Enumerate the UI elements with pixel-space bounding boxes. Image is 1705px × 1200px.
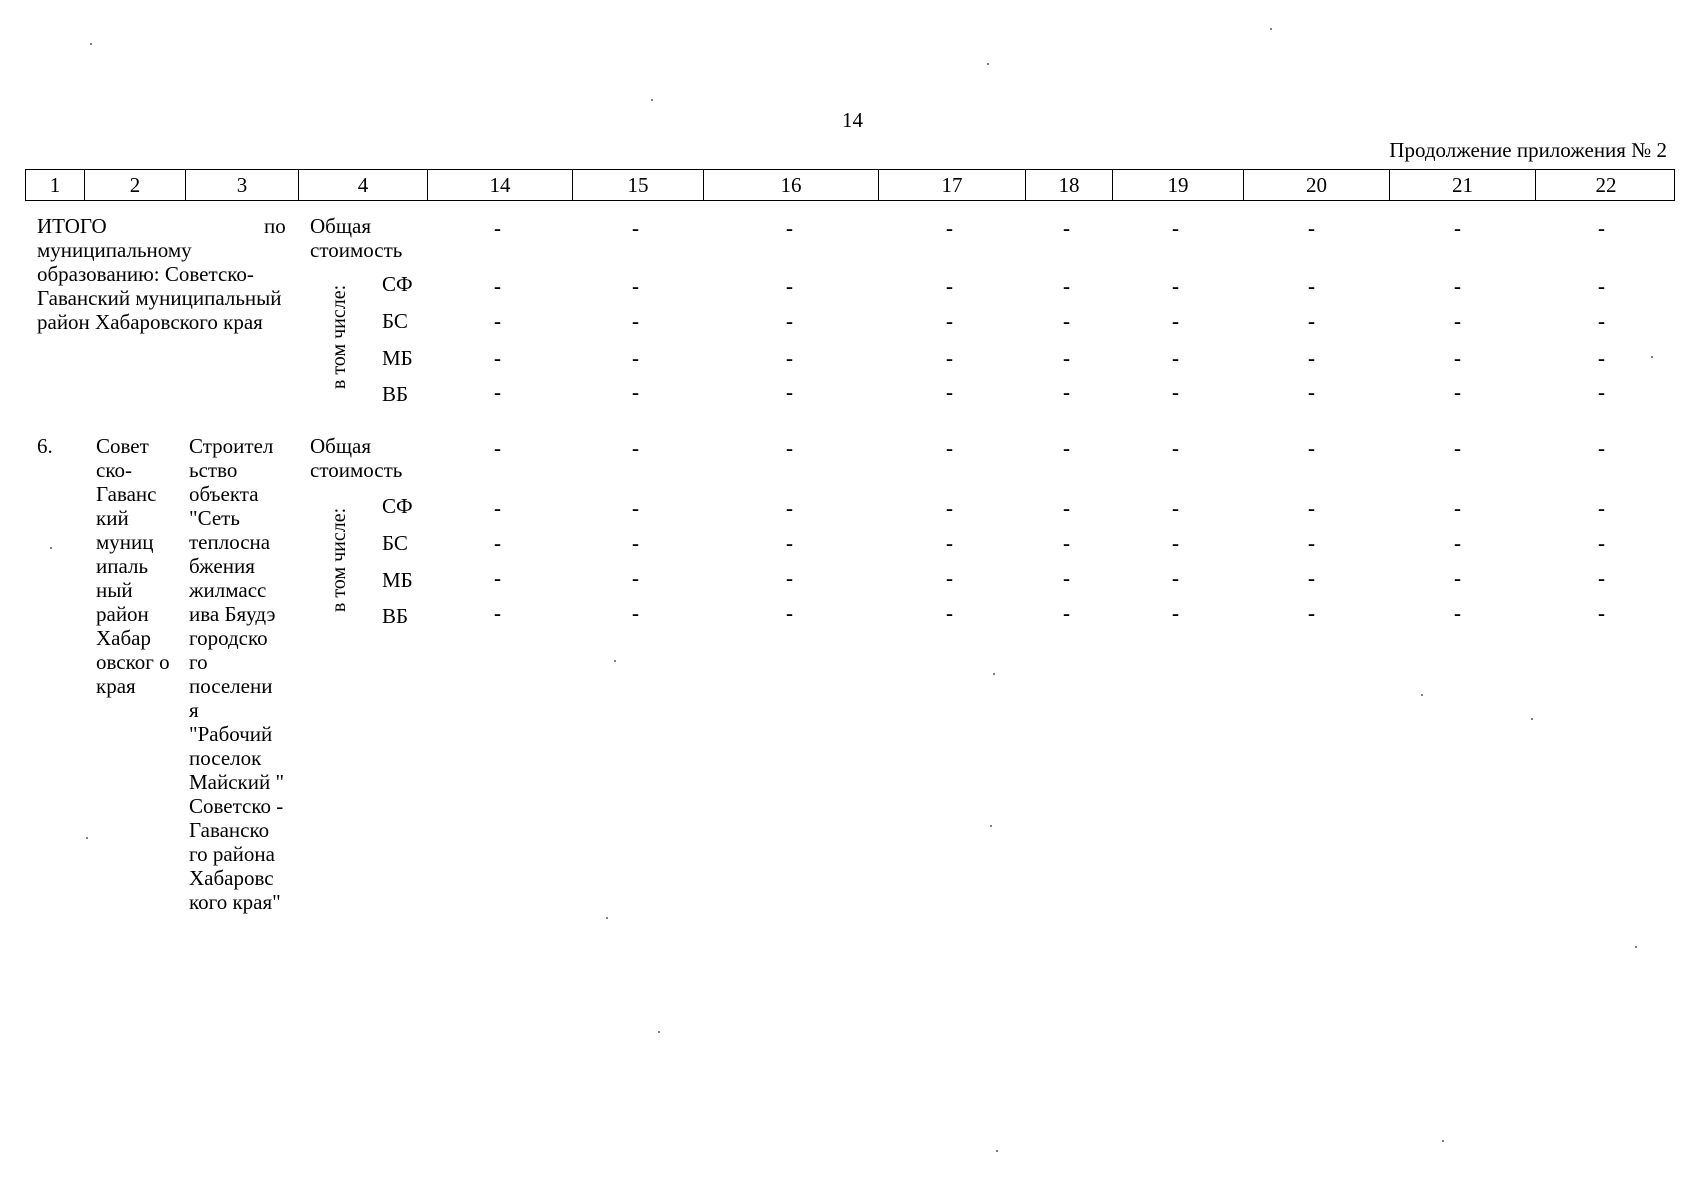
value-cell: - — [632, 274, 639, 298]
scan-speck — [1421, 694, 1423, 696]
value-cell: - — [1172, 309, 1179, 333]
page-number: 14 — [842, 108, 863, 132]
header-col-1: 1 — [49, 173, 61, 197]
value-cell: - — [946, 496, 953, 520]
value-cell: - — [494, 346, 501, 370]
value-cell: - — [946, 436, 953, 460]
header-col-15: 15 — [572, 170, 703, 200]
value-cell: - — [494, 309, 501, 333]
value-cell: - — [1454, 346, 1461, 370]
value-cell: - — [1454, 496, 1461, 520]
value-cell: - — [786, 496, 793, 520]
value-cell: - — [1308, 566, 1315, 590]
header-col-18: 18 — [1025, 170, 1112, 200]
row6-sub-vb: ВБ — [382, 604, 409, 628]
header-col-3: 3 — [185, 170, 298, 200]
header-col-14: 14 — [427, 170, 572, 200]
value-cell: - — [1172, 566, 1179, 590]
scan-speck — [990, 825, 992, 827]
value-cell: - — [494, 380, 501, 404]
value-cell: - — [1598, 309, 1605, 333]
value-cell: - — [946, 346, 953, 370]
scan-speck — [606, 917, 608, 919]
value-cell: - — [1454, 436, 1461, 460]
continuation-caption: Продолжение приложения № 2 — [1389, 138, 1667, 162]
value-cell: - — [1308, 346, 1315, 370]
value-cell: - — [632, 346, 639, 370]
value-cell: - — [632, 309, 639, 333]
value-cell: - — [946, 216, 953, 240]
value-cell: - — [946, 380, 953, 404]
total-name-po: по — [264, 214, 286, 238]
value-cell: - — [946, 601, 953, 625]
scan-speck — [996, 1150, 998, 1152]
table-header-row — [25, 169, 1675, 201]
value-cell: - — [1063, 531, 1070, 555]
header-col-4: 4 — [298, 170, 427, 200]
total-sub-sf: СФ — [382, 272, 413, 296]
value-cell: - — [1308, 274, 1315, 298]
scan-speck — [658, 1031, 660, 1033]
value-cell: - — [1598, 496, 1605, 520]
value-cell: - — [946, 531, 953, 555]
value-cell: - — [786, 566, 793, 590]
scan-speck — [1442, 1140, 1444, 1142]
value-cell: - — [946, 274, 953, 298]
value-cell: - — [1454, 380, 1461, 404]
value-cell: - — [1598, 531, 1605, 555]
value-cell: - — [1063, 436, 1070, 460]
total-cost-label: Общая стоимость — [310, 214, 403, 262]
value-cell: - — [1172, 380, 1179, 404]
value-cell: - — [632, 216, 639, 240]
value-cell: - — [1598, 601, 1605, 625]
value-cell: - — [494, 496, 501, 520]
value-cell: - — [1172, 216, 1179, 240]
value-cell: - — [1172, 601, 1179, 625]
total-sub-vb: ВБ — [382, 382, 409, 406]
total-including-label: в том числе: — [328, 284, 350, 390]
value-cell: - — [1454, 216, 1461, 240]
value-cell: - — [1308, 380, 1315, 404]
row6-sub-bs: БС — [382, 531, 408, 555]
value-cell: - — [632, 380, 639, 404]
row6-sub-mb: МБ — [382, 568, 413, 592]
scan-speck — [1531, 718, 1533, 720]
row6-municipality: Совет ско-Гаванс кий муниц ипаль ный район Хабар овског о края — [96, 434, 170, 698]
value-cell: - — [946, 566, 953, 590]
value-cell: - — [1172, 346, 1179, 370]
row6-sub-sf: СФ — [382, 494, 413, 518]
row6-including-label: в том числе: — [328, 507, 350, 613]
value-cell: - — [1308, 216, 1315, 240]
value-cell: - — [1308, 309, 1315, 333]
scan-speck — [1270, 28, 1272, 30]
value-cell: - — [1063, 566, 1070, 590]
header-col-21: 21 — [1389, 170, 1535, 200]
value-cell: - — [1454, 601, 1461, 625]
value-cell: - — [1063, 309, 1070, 333]
value-cell: - — [786, 436, 793, 460]
value-cell: - — [1172, 531, 1179, 555]
total-sub-mb: МБ — [382, 346, 413, 370]
value-cell: - — [1308, 531, 1315, 555]
value-cell: - — [494, 436, 501, 460]
scan-speck — [651, 99, 653, 101]
value-cell: - — [786, 346, 793, 370]
value-cell: - — [1172, 274, 1179, 298]
value-cell: - — [1598, 274, 1605, 298]
value-cell: - — [1598, 346, 1605, 370]
total-name-rest: муниципальному образованию: Советско-Гаванский муниципальный район Хабаровского края — [37, 238, 282, 334]
value-cell: - — [632, 531, 639, 555]
header-col-16: 16 — [703, 170, 878, 200]
scan-speck — [993, 673, 995, 675]
value-cell: - — [1063, 380, 1070, 404]
total-sub-bs: БС — [382, 309, 408, 333]
scan-speck — [1651, 356, 1653, 358]
value-cell: - — [632, 496, 639, 520]
value-cell: - — [786, 601, 793, 625]
value-cell: - — [1454, 566, 1461, 590]
header-col-20: 20 — [1243, 170, 1389, 200]
value-cell: - — [1308, 601, 1315, 625]
value-cell: - — [1063, 274, 1070, 298]
value-cell: - — [1454, 274, 1461, 298]
value-cell: - — [1598, 436, 1605, 460]
value-cell: - — [1598, 566, 1605, 590]
value-cell: - — [1598, 216, 1605, 240]
value-cell: - — [1063, 601, 1070, 625]
value-cell: - — [1063, 216, 1070, 240]
value-cell: - — [632, 601, 639, 625]
row6-cost-label: Общая стоимость — [310, 434, 403, 482]
row6-number: 6. — [37, 434, 53, 458]
value-cell: - — [786, 216, 793, 240]
value-cell: - — [494, 274, 501, 298]
scan-speck — [1635, 946, 1637, 948]
value-cell: - — [494, 601, 501, 625]
value-cell: - — [632, 566, 639, 590]
value-cell: - — [1308, 436, 1315, 460]
header-col-19: 19 — [1112, 170, 1243, 200]
value-cell: - — [1454, 531, 1461, 555]
value-cell: - — [1598, 380, 1605, 404]
value-cell: - — [494, 566, 501, 590]
value-cell: - — [786, 531, 793, 555]
scan-speck — [90, 43, 92, 45]
scan-speck — [987, 63, 989, 65]
header-col-17: 17 — [878, 170, 1025, 200]
row6-object: Строител ьство объекта "Сеть теплосна бжения жилмасс ива Бяудэ городско го поселени я "Рабочий поселок Майский " Советско - Гаванско го района Хабаровс кого края" — [189, 434, 285, 914]
value-cell: - — [1063, 346, 1070, 370]
header-col-22: 22 — [1535, 170, 1676, 200]
value-cell: - — [786, 309, 793, 333]
header-col-2: 2 — [84, 170, 185, 200]
value-cell: - — [1063, 496, 1070, 520]
total-name-word: ИТОГО — [37, 214, 107, 238]
value-cell: - — [632, 436, 639, 460]
scan-speck — [86, 837, 88, 839]
value-cell: - — [946, 309, 953, 333]
value-cell: - — [494, 216, 501, 240]
value-cell: - — [1172, 496, 1179, 520]
scan-speck — [50, 547, 52, 549]
value-cell: - — [1454, 309, 1461, 333]
scan-speck — [614, 660, 616, 662]
value-cell: - — [786, 274, 793, 298]
value-cell: - — [786, 380, 793, 404]
value-cell: - — [494, 531, 501, 555]
value-cell: - — [1172, 436, 1179, 460]
value-cell: - — [1308, 496, 1315, 520]
